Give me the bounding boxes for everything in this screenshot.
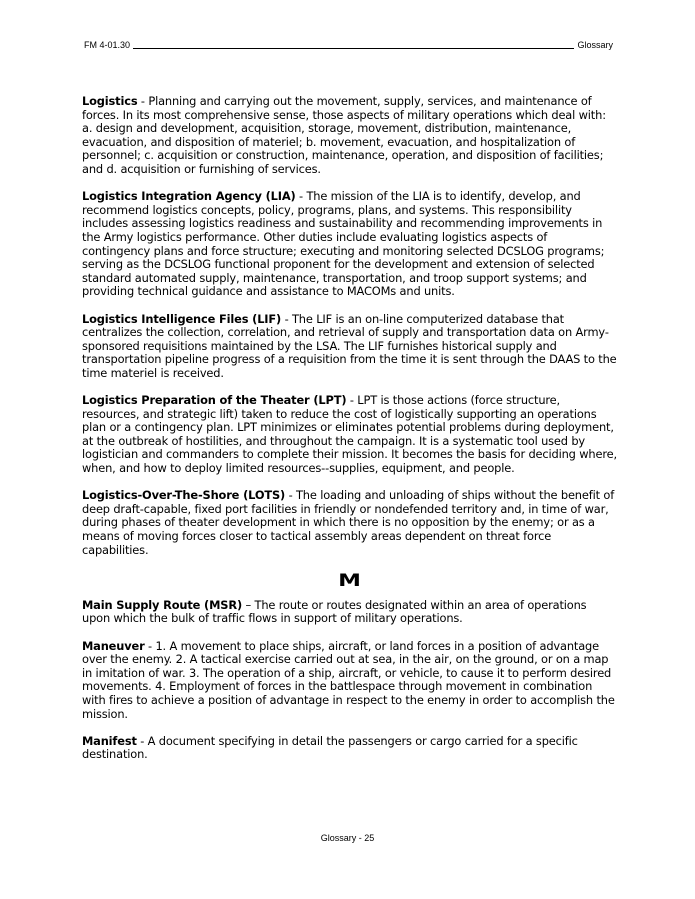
glossary-entry-maneuver (82, 640, 617, 722)
entry-term: Main Supply Route (MSR) (82, 597, 243, 612)
header-doc-id: FM 4-01.30 (84, 40, 131, 50)
header-section: Glossary (577, 40, 613, 50)
glossary-body (82, 95, 617, 776)
glossary-entry-lia (82, 190, 617, 299)
glossary-entry-lots (82, 489, 617, 557)
glossary-entry-lif (82, 313, 617, 381)
entry-term: Maneuver (82, 638, 145, 653)
entry-term: Logistics (82, 94, 138, 108)
entry-term: Logistics-Over-The-Shore (LOTS) (82, 488, 286, 503)
entry-term: Manifest (82, 733, 137, 748)
section-letter-heading: M (338, 570, 361, 591)
glossary-entry-lpt (82, 394, 617, 476)
entry-definition: - Planning and carrying out the movement, supply, services, and maintenance of forces. In its most comprehensive sense, those aspects of military operations which deal with: a. design and development, acquisition, storage, movement, distribution, maintenance, evacuation, and disposition of materiel; b. movement, evacuation, and hospitalization of personnel; c. acquisition or construction, maintenance, operation, and disposition of facilities; and d. acquisition or furnishing of services. (82, 94, 606, 176)
header-rule (133, 48, 574, 49)
entry-definition: - The loading and unloading of ships without the benefit of deep draft-capable, fixed port facilities in friendly or nondefended territory and, in time of war, during phases of theater development in which there is no opposition by the enemy; or as a means of moving forces closer to tactical assembly areas dependent on threat force capabilities. (82, 488, 615, 557)
glossary-entry-manifest (82, 735, 617, 762)
entry-term: Logistics Preparation of the Theater (LPT) (82, 393, 347, 408)
page-footer: Glossary - 25 (320, 833, 375, 843)
entry-definition: - The LIF is an on-line computerized database that centralizes the collection, correlation, and retrieval of supply and transportation data on Army-sponsored requisitions maintained by the LSA. The LIF furnishes historical supply and transportation pipeline progress of a requisition from the time it is sent through the DAAS to the time materiel is received. (82, 311, 617, 380)
entry-term: Logistics Integration Agency (LIA) (82, 189, 296, 204)
entry-definition: - The mission of the LIA is to identify, develop, and recommend logistics concepts, policy, programs, plans, and systems. This responsibility includes assessing logistics readiness and sustainability and recommending improvements in the Army logistics performance. Other duties include evaluating logistics aspects of contingency plans and force structure; executing and monitoring selected DCSLOG programs; serving as the DCSLOG functional proponent for the development and extension of selected standard automated supply, maintenance, transportation, and troop support systems; and providing technical guidance and assistance to MACOMs and units. (82, 189, 605, 299)
glossary-entry-msr (82, 599, 617, 626)
entry-definition: - A document specifying in detail the passengers or cargo carried for a specific destination. (82, 733, 578, 762)
entry-definition: – The route or routes designated within an area of operations upon which the bulk of traffic flows in support of military operations. (82, 597, 587, 626)
entry-term: Logistics Intelligence Files (LIF) (82, 311, 282, 326)
entry-definition: - 1. A movement to place ships, aircraft, or land forces in a position of advantage over the enemy. 2. A tactical exercise carried out at sea, in the air, on the ground, or on a map in imitation of war. 3. The operation of a ship, aircraft, or vehicle, to cause it to perform desired movements. 4. Employment of forces in the battlespace through movement in combination with fires to achieve a position of advantage in respect to the enemy in order to accomplish the mission. (82, 638, 615, 721)
glossary-entry-logistics (82, 95, 617, 177)
entry-definition: - LPT is those actions (force structure, resources, and strategic lift) taken to reduce the cost of logistically supporting an operations plan or a contingency plan. LPT minimizes or eliminates potential problems during deployment, at the outbreak of hostilities, and throughout the campaign. It is a systematic tool used by logistician and commanders to complete their mission. It becomes the basis for deciding where, when, and how to deploy limited resources--supplies, equipment, and people. (82, 393, 617, 476)
page-header (84, 40, 613, 51)
